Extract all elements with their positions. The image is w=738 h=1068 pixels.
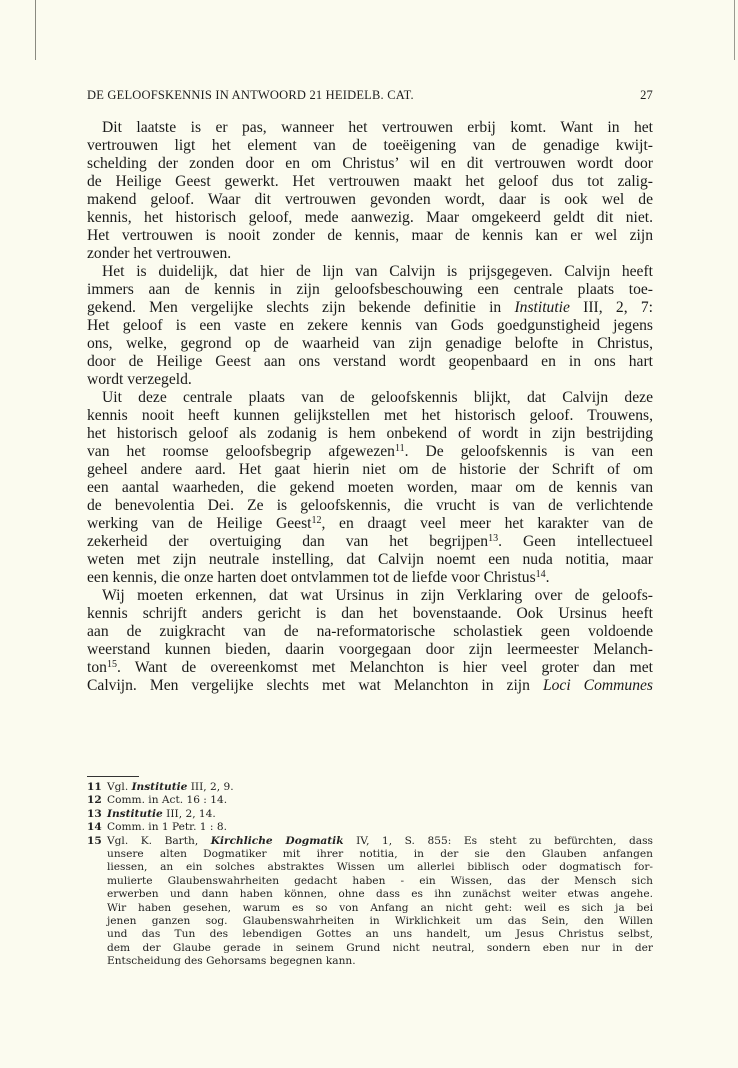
text-run: Het geloof is een vaste en zekere kennis van Gods goedgunstigheid jegens — [87, 317, 653, 334]
text-line — [107, 821, 653, 834]
text-line — [87, 119, 653, 137]
paragraph — [87, 119, 653, 263]
text-run: mulierte Glaubenswahrheiten gedacht haben - ein Wissen, das der Mensch sich — [107, 874, 653, 887]
footnote-ref: 14 — [535, 569, 546, 580]
text-run: Dit laatste is er pas, wanneer het vertrouwen erbij komt. Want in het — [102, 119, 653, 136]
text-line — [87, 425, 653, 443]
text-line — [87, 371, 653, 389]
text-run: Entscheidung des Gehorsams begegnen kann. — [107, 955, 356, 968]
text-line — [107, 794, 653, 807]
text-line — [87, 263, 653, 281]
text-run: dem der Glaube gerade in seinem Grund nicht neutral, sondern eben nur in der — [107, 941, 653, 954]
text-run: , en draagt veel meer het karakter van de — [321, 515, 654, 532]
page-number: 27 — [640, 88, 653, 102]
text-run: ons, welke, gegrond op de waarheid van zijn genadige belofte in Christus, — [87, 335, 653, 352]
running-header — [87, 88, 653, 103]
text-line — [87, 407, 653, 425]
text-run: Calvijn. Men vergelijke slechts met wat Melanchton in zijn — [87, 677, 543, 694]
text-run: zekerheid der overtuiging dan van het begrijpen — [87, 533, 489, 550]
text-run: aan de zuigkracht van de na-reformatorische scholastiek geen voldoende — [87, 623, 653, 640]
text-line — [107, 808, 653, 821]
running-title: DE GELOOFSKENNIS IN ANTWOORD 21 HEIDELB. CAT. — [87, 88, 414, 102]
text-run: kennis schrijft anders gericht is dan het bovenstaande. Ook Ursinus heeft — [87, 605, 653, 622]
text-run: makend geloof. Waar dit vertrouwen gevonden wordt, daar is ook wel de — [87, 191, 653, 208]
text-line — [107, 928, 653, 941]
text-line — [87, 641, 653, 659]
footnote — [87, 835, 653, 969]
text-line — [107, 875, 653, 888]
text-line — [87, 389, 653, 407]
paragraph — [87, 587, 653, 695]
text-run: immers aan de kennis in zijn geloofsbeschouwing een centrale plaats toe- — [87, 281, 653, 298]
text-line — [87, 605, 653, 623]
italic-text: Institutie — [131, 781, 188, 793]
text-run: vertrouwen ligt het element van de toeëigening van de genadige kwijt- — [87, 137, 653, 154]
text-line — [107, 888, 653, 901]
footnote-number: 12 — [87, 794, 102, 807]
text-line — [87, 587, 653, 605]
text-run: de Heilige Geest gewerkt. Het vertrouwen maakt het geloof dus tot zalig- — [87, 173, 653, 190]
footnote-ref: 12 — [311, 515, 322, 526]
text-line — [87, 281, 653, 299]
text-line — [107, 848, 653, 861]
text-line — [87, 677, 653, 695]
text-run: Vgl. — [107, 781, 132, 793]
text-line — [107, 902, 653, 915]
text-run: geheel andere aard. Het gaat hierin niet om de historie der Schrift of om — [87, 461, 653, 478]
text-line — [87, 659, 653, 677]
text-run: van het roomse geloofsbegrip afgewezen — [87, 443, 395, 460]
text-run: III, 2, 9. — [187, 781, 234, 793]
text-line — [107, 942, 653, 955]
text-line — [87, 335, 653, 353]
text-run: weten met zijn neutrale instelling, dat Calvijn noemt een nuda notitia, maar — [87, 551, 653, 568]
text-run: unsere alten Dogmatiker mit ihrer notitia, in der sie den Glauben anfangen — [107, 848, 653, 861]
footnotes — [87, 781, 653, 969]
text-line — [107, 835, 653, 848]
text-line — [107, 955, 653, 968]
paragraph — [87, 389, 653, 587]
text-line — [107, 915, 653, 928]
text-line — [87, 497, 653, 515]
text-run: kennis, het historisch geloof, mede aanwezig. Maar omgekeerd geldt dit niet. — [87, 209, 653, 226]
italic-text: Kirchliche Dogmatik — [210, 834, 344, 847]
text-run: gekend. Men vergelijke slechts zijn bekende definitie in — [87, 299, 515, 316]
text-run: Het is duidelijk, dat hier de lijn van Calvijn is prijsgegeven. Calvijn heeft — [102, 263, 653, 280]
text-line — [87, 317, 653, 335]
text-run: Comm. in Act. 16 : 14. — [107, 794, 228, 807]
italic-text: Institutie — [107, 807, 163, 820]
text-line — [87, 137, 653, 155]
text-line — [87, 191, 653, 209]
text-run: weerstand kunnen bieden, daarin voorgegaan door zijn leermeester Melanch- — [87, 641, 653, 658]
footnote-number: 15 — [87, 834, 102, 847]
text-run: Comm. in 1 Petr. 1 : 8. — [107, 821, 227, 834]
text-run: und das Tun des lebendigen Gottes an uns handelt, um Jesus Christus selbst, — [107, 928, 653, 941]
text-run: Vgl. K. Barth, — [107, 834, 211, 847]
text-run: . Geen intellectueel — [498, 533, 653, 550]
text-run: jenen ganzen sog. Glaubenswahrheiten in Wirklichkeit um das Sein, den Willen — [107, 914, 653, 927]
text-line — [87, 155, 653, 173]
text-line — [87, 209, 653, 227]
text-run: IV, 1, S. 855: Es steht zu befürchten, dass — [343, 834, 653, 847]
text-run: liessen, an ein solches abstraktes Wissen um allerlei biblisch oder dogmatisch for- — [107, 861, 653, 874]
footnote-ref: 15 — [106, 659, 117, 670]
text-line — [87, 173, 653, 191]
text-run: schelding der zonden door en om Christus’ wil en dit vertrouwen wordt door — [87, 155, 653, 172]
text-line — [87, 461, 653, 479]
text-run: Wir haben gesehen, warum es so von Anfang an nicht geht: weil es sich ja bei — [107, 901, 653, 914]
text-line — [87, 551, 653, 569]
text-run: kennis nooit heeft kunnen gelijkstellen met het historisch geloof. Trouwens, — [87, 407, 653, 424]
footnote-number: 14 — [87, 821, 102, 834]
text-run: III, 2, 14. — [162, 807, 216, 820]
italic-text: Institutie — [514, 299, 570, 316]
footnote-ref: 13 — [488, 533, 499, 544]
footnote-text — [107, 794, 653, 807]
footnote — [87, 821, 653, 834]
text-run: Wij moeten erkennen, dat wat Ursinus in zijn Verklaring over de geloofs- — [102, 587, 653, 604]
footnote — [87, 781, 653, 794]
footnote-number: 11 — [87, 781, 102, 793]
text-run: een kennis, die onze harten doet ontvlammen tot de liefde voor Christus — [87, 569, 536, 586]
footnote-number: 13 — [87, 807, 102, 820]
text-line — [87, 515, 653, 533]
text-run: wordt verzegeld. — [87, 371, 192, 388]
text-run: Het vertrouwen is nooit zonder de kennis, maar de kennis kan er wel zijn — [87, 227, 653, 244]
text-run: een aantal waarheden, die gekend moeten worden, maar om de kennis van — [87, 479, 653, 496]
text-line — [87, 569, 653, 587]
footnote-text — [107, 781, 653, 794]
text-run: . — [545, 569, 550, 586]
text-line — [107, 781, 653, 794]
paragraph — [87, 263, 653, 389]
text-line — [87, 227, 653, 245]
text-run: de benevolentia Dei. Ze is geloofskennis, die vrucht is van de verlichtende — [87, 497, 653, 514]
text-run: werking van de Heilige Geest — [87, 515, 312, 532]
footnote — [87, 808, 653, 821]
text-run: Uit deze centrale plaats van de geloofskennis blijkt, dat Calvijn deze — [102, 389, 653, 406]
text-line — [87, 443, 653, 461]
text-line — [87, 299, 653, 317]
text-run: zonder het vertrouwen. — [87, 245, 232, 262]
body-text — [87, 119, 653, 695]
footnote-ref: 11 — [394, 443, 405, 454]
footnote-text — [107, 821, 653, 834]
footnote — [87, 794, 653, 807]
footnote-rule — [87, 776, 139, 777]
footnote-text — [107, 835, 653, 969]
text-run: erwerben und dann haben können, ohne dass es ihn zunächst weiter etwas angehe. — [107, 888, 653, 901]
scan-edge-left — [35, 0, 36, 60]
text-line — [87, 533, 653, 551]
scan-edge-right — [734, 0, 735, 60]
text-run: het historisch geloof als zodanig is hem onbekend of wordt in zijn bestrijding — [87, 425, 653, 442]
text-line — [107, 861, 653, 874]
text-line — [87, 623, 653, 641]
text-run: . De geloofskennis is van een — [404, 443, 653, 460]
text-line — [87, 245, 653, 263]
text-run: . Want de overeenkomst met Melanchton is hier veel groter dan met — [116, 659, 653, 676]
text-line — [87, 479, 653, 497]
italic-text: Loci Communes — [542, 677, 653, 694]
footnote-text — [107, 808, 653, 821]
text-line — [87, 353, 653, 371]
text-run: ton — [87, 659, 107, 676]
text-run: III, 2, 7: — [569, 299, 653, 316]
text-run: door de Heilige Geest aan ons verstand wordt geopenbaard en in ons hart — [87, 353, 653, 370]
